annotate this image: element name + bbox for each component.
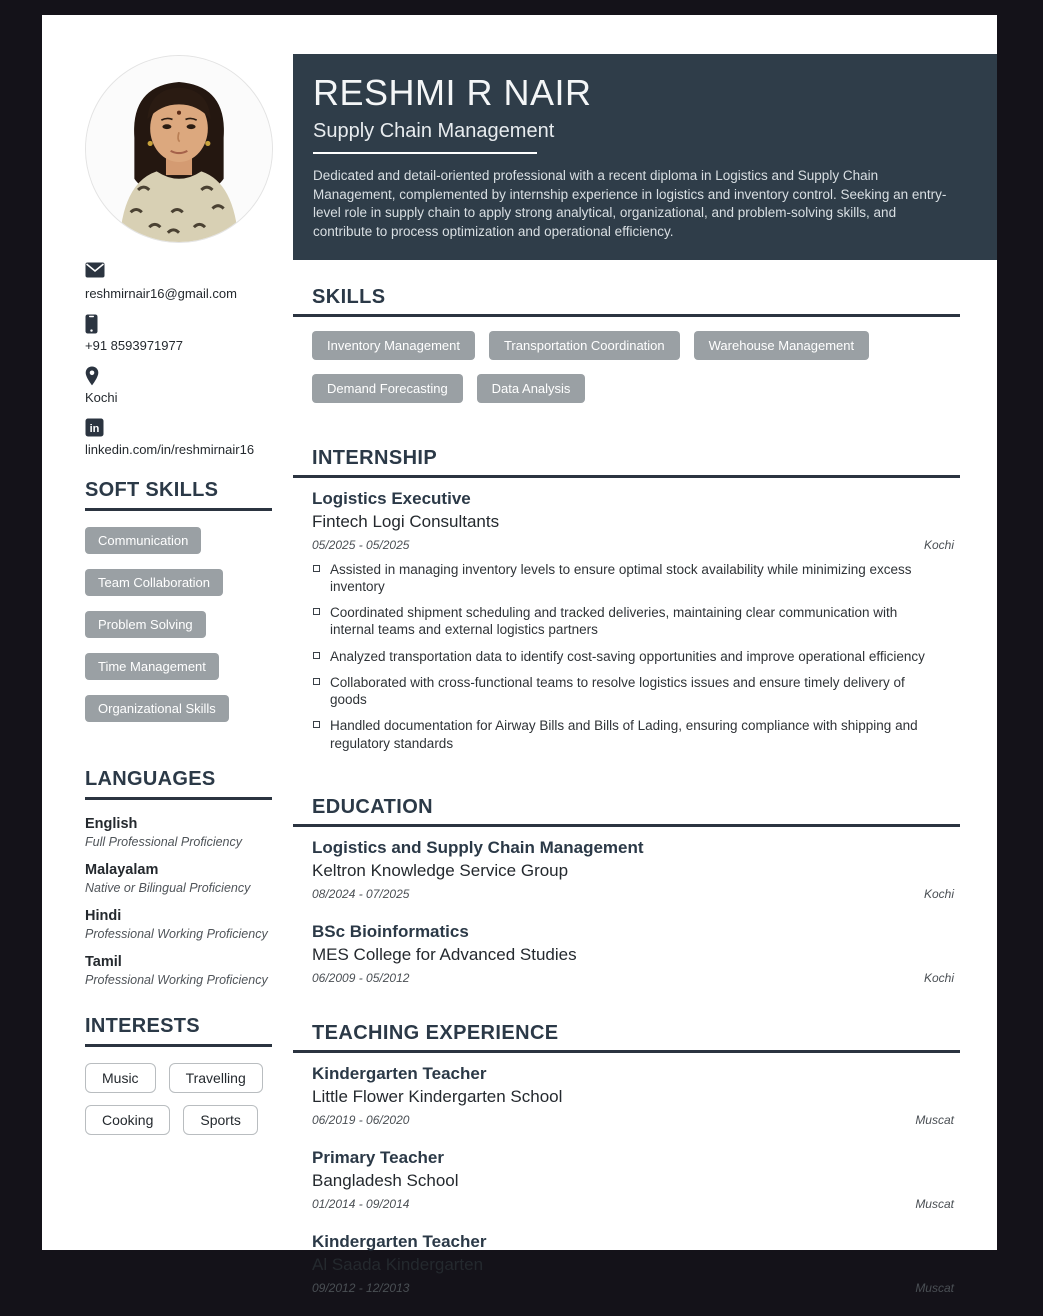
internship-bullets [312, 561, 954, 752]
skills-section [293, 286, 960, 403]
skill-tag: Data Analysis [477, 374, 586, 403]
entry-school: Keltron Knowledge Service Group [312, 860, 569, 880]
soft-skills-heading: SOFT SKILLS [85, 479, 272, 511]
svg-text:in: in [89, 423, 100, 435]
soft-skill-tag: Team Collaboration [85, 569, 223, 596]
contact-email [85, 262, 272, 303]
bullet-item: Analyzed transportation data to identify cost-saving opportunities and improve operational efficiency [312, 648, 942, 665]
soft-skill-tag: Problem Solving [85, 611, 206, 638]
location-value: Kochi [85, 390, 118, 405]
teaching-entry [312, 1064, 954, 1127]
entry-company: Fintech Logi Consultants [312, 511, 500, 531]
skill-tag: Demand Forecasting [312, 374, 463, 403]
education-section [293, 796, 960, 985]
entry-dates: 01/2014 - 09/2014 [312, 1196, 410, 1211]
skill-tag: Warehouse Management [694, 331, 870, 360]
contact-linkedin [85, 418, 272, 459]
profile-summary: Dedicated and detail-oriented professional with a recent diploma in Logistics and Supply Chain Management, complemented by internship experience in logistics and inventory control. Seeking an entry-level role in supply chain to apply strong analytical, organizational, and problem-solving skills, and contribute to process optimization and operational efficiency. [313, 168, 947, 239]
interests-section [85, 1015, 272, 1135]
language-item [85, 862, 272, 895]
entry-role: Primary Teacher [312, 1147, 444, 1167]
location-pin-icon [85, 366, 272, 386]
bullet-item: Collaborated with cross-functional teams to resolve logistics issues and ensure timely delivery of goods [312, 674, 942, 709]
entry-dates: 05/2025 - 05/2025 [312, 537, 410, 552]
language-level: Professional Working Proficiency [85, 973, 268, 987]
education-heading: EDUCATION [293, 796, 960, 827]
interest-tag: Music [85, 1063, 156, 1093]
language-level: Professional Working Proficiency [85, 927, 268, 941]
entry-school: Little Flower Kindergarten School [312, 1086, 563, 1106]
interest-tag: Travelling [169, 1063, 263, 1093]
language-level: Native or Bilingual Proficiency [85, 881, 251, 895]
phone-icon [85, 314, 272, 334]
internship-section [293, 447, 960, 752]
skill-tag: Inventory Management [312, 331, 475, 360]
linkedin-value[interactable]: linkedin.com/in/reshmirnair16 [85, 442, 255, 457]
language-item [85, 816, 272, 849]
education-entry [312, 838, 954, 901]
contact-location [85, 366, 272, 407]
entry-location: Kochi [923, 886, 954, 901]
title-underline [313, 152, 537, 154]
entry-location: Muscat [915, 1280, 954, 1295]
entry-location: Muscat [915, 1196, 954, 1211]
phone-value: +91 8593971977 [85, 338, 183, 353]
entry-school: MES College for Advanced Studies [312, 944, 577, 964]
entry-location: Muscat [915, 1112, 954, 1127]
teaching-entry [312, 1232, 954, 1295]
interest-tag: Cooking [85, 1105, 170, 1135]
email-icon [85, 262, 272, 282]
bullet-item: Handled documentation for Airway Bills and Bills of Lading, ensuring compliance with shipping and regulatory standards [312, 717, 942, 752]
language-item [85, 908, 272, 941]
entry-role: Kindergarten Teacher [312, 1063, 487, 1083]
entry-role: Logistics Executive [312, 488, 471, 508]
entry-location: Kochi [923, 970, 954, 985]
entry-school: Bangladesh School [312, 1170, 459, 1190]
soft-skills-section [85, 479, 272, 737]
entry-dates: 06/2019 - 06/2020 [312, 1112, 410, 1127]
profile-photo-illustration [86, 56, 272, 242]
skill-tag: Transportation Coordination [489, 331, 680, 360]
soft-skill-tag: Communication [85, 527, 201, 554]
resume-page [42, 15, 997, 1295]
skills-heading: SKILLS [293, 286, 960, 317]
language-item [85, 954, 272, 987]
internship-heading: INTERNSHIP [293, 447, 960, 478]
interest-tag: Sports [183, 1105, 257, 1135]
languages-section [85, 768, 272, 987]
language-name: Tamil [85, 954, 122, 970]
entry-degree: BSc Bioinformatics [312, 921, 469, 941]
language-name: Malayalam [85, 862, 159, 878]
entry-location: Kochi [923, 537, 954, 552]
teaching-section [293, 1022, 960, 1295]
teaching-heading: TEACHING EXPERIENCE [293, 1022, 960, 1053]
person-job-title: Supply Chain Management [313, 120, 555, 142]
main-column [293, 54, 960, 1316]
contact-phone [85, 314, 272, 355]
entry-dates: 06/2009 - 05/2012 [312, 970, 410, 985]
education-entry [312, 922, 954, 985]
soft-skill-tag: Time Management [85, 653, 219, 680]
language-name: Hindi [85, 908, 122, 924]
entry-school: Al Saada Kindergarten [312, 1254, 484, 1274]
person-name: RESHMI R NAIR [313, 72, 592, 113]
language-name: English [85, 816, 138, 832]
interests-heading: INTERESTS [85, 1015, 272, 1047]
language-level: Full Professional Proficiency [85, 835, 243, 849]
bullet-item: Coordinated shipment scheduling and tracked deliveries, maintaining clear communication with internal teams and external logistics partners [312, 604, 942, 639]
linkedin-icon [85, 418, 272, 438]
sidebar [85, 55, 272, 1147]
teaching-entry [312, 1148, 954, 1211]
resume-header [293, 54, 997, 260]
languages-heading: LANGUAGES [85, 768, 272, 800]
bullet-item: Assisted in managing inventory levels to ensure optimal stock availability while minimizing excess inventory [312, 561, 942, 596]
profile-photo [85, 55, 273, 243]
email-value[interactable]: reshmirnair16@gmail.com [85, 286, 237, 301]
entry-dates: 08/2024 - 07/2025 [312, 886, 410, 901]
entry-degree: Logistics and Supply Chain Management [312, 837, 644, 857]
internship-entry [312, 489, 954, 752]
entry-dates: 09/2012 - 12/2013 [312, 1280, 410, 1295]
soft-skill-tag: Organizational Skills [85, 695, 229, 722]
entry-role: Kindergarten Teacher [312, 1231, 487, 1251]
